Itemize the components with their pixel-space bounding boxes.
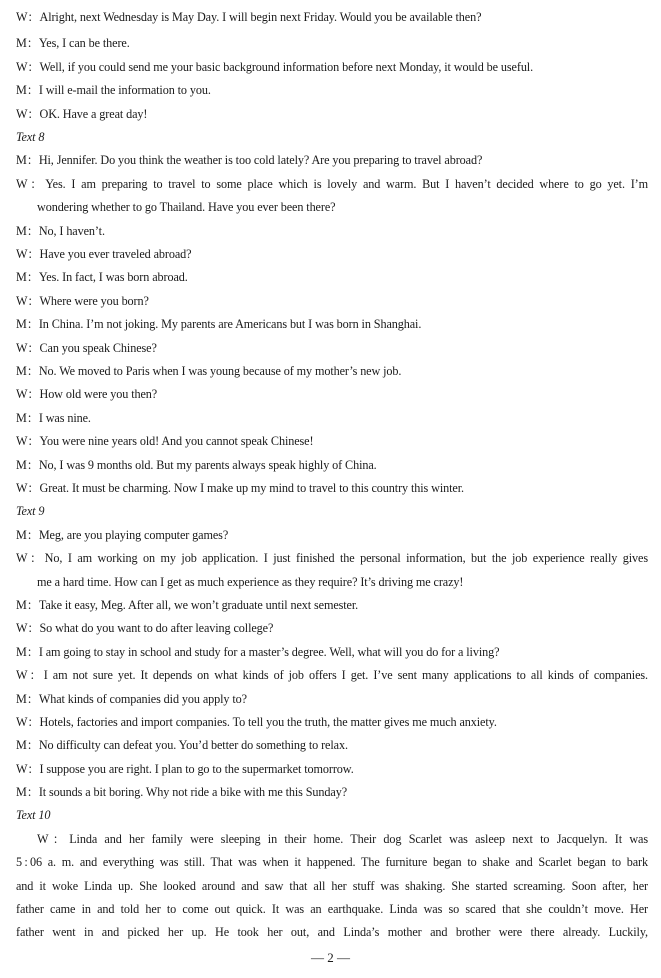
text-line: M：What kinds of companies did you apply to? bbox=[16, 692, 247, 706]
text-line: 5 : 06 a. m. and everything was still. That was when it happened. The furniture began to shake and Scarlet began to bark bbox=[16, 855, 648, 869]
section-heading: Text 8 bbox=[16, 130, 45, 144]
text-line: M：No, I haven’t. bbox=[16, 224, 105, 238]
text-line: M：No difficulty can defeat you. You’d better do something to relax. bbox=[16, 738, 348, 752]
text-line: M：Hi, Jennifer. Do you think the weather is too cold lately? Are you preparing to travel abroad? bbox=[16, 153, 483, 167]
text-line: father came in and told her to come out quick. It was an earthquake. Linda was so scared that she couldn’t move. Her bbox=[16, 902, 648, 916]
text-line: W：OK. Have a great day! bbox=[16, 107, 148, 121]
text-line: W：Great. It must be charming. Now I make up my mind to travel to this country this winter. bbox=[16, 481, 464, 495]
text-line: wondering whether to go Thailand. Have you ever been there? bbox=[37, 200, 336, 214]
text-line: W：Hotels, factories and import companies. To tell you the truth, the matter gives me much anxiety. bbox=[16, 715, 497, 729]
text-line: me a hard time. How can I get as much experience as they require? It’s driving me crazy! bbox=[37, 575, 464, 589]
text-line: M：Take it easy, Meg. After all, we won’t graduate until next semester. bbox=[16, 598, 359, 612]
text-line: W：Alright, next Wednesday is May Day. I will begin next Friday. Would you be available then? bbox=[16, 10, 482, 24]
text-line: W：I suppose you are right. I plan to go to the supermarket tomorrow. bbox=[16, 762, 354, 776]
text-line: W：Yes. I am preparing to travel to some place which is lovely and warm. But I haven’t decided where to go yet. I’m bbox=[16, 177, 648, 191]
text-line: M：No, I was 9 months old. But my parents always speak highly of China. bbox=[16, 458, 377, 472]
text-line: M：I am going to stay in school and study for a master’s degree. Well, what will you do for a living? bbox=[16, 645, 500, 659]
text-line: M：Yes, I can be there. bbox=[16, 36, 130, 50]
text-line: W：How old were you then? bbox=[16, 387, 158, 401]
text-line: W：Can you speak Chinese? bbox=[16, 341, 157, 355]
text-line: W：Where were you born? bbox=[16, 294, 149, 308]
text-line: M：I will e-mail the information to you. bbox=[16, 83, 211, 97]
text-line: W：Linda and her family were sleeping in their home. Their dog Scarlet was asleep next to Jacquelyn. It was bbox=[37, 832, 648, 846]
text-line: M：Meg, are you playing computer games? bbox=[16, 528, 229, 542]
text-line: W：Well, if you could send me your basic background information before next Monday, it would be useful. bbox=[16, 60, 534, 74]
text-line: M：No. We moved to Paris when I was young because of my mother’s new job. bbox=[16, 364, 402, 378]
text-line: father went in and picked her up. He took her out, and Linda’s mother and brother were there already. Luckily, bbox=[16, 925, 648, 939]
text-line: M：It sounds a bit boring. Why not ride a bike with me this Sunday? bbox=[16, 785, 348, 799]
text-line: and it woke Linda up. She looked around and saw that all her stuff was shaking. She started screaming. Soon after, her bbox=[16, 879, 648, 893]
text-line: W：No, I am working on my job application. I just finished the personal information, but the job experience really gives bbox=[16, 551, 648, 565]
text-line: W：Have you ever traveled abroad? bbox=[16, 247, 192, 261]
text-line: M：I was nine. bbox=[16, 411, 91, 425]
text-line: M：In China. I’m not joking. My parents are Americans but I was born in Shanghai. bbox=[16, 317, 422, 331]
text-line: M：Yes. In fact, I was born abroad. bbox=[16, 270, 188, 284]
text-line: W：So what do you want to do after leaving college? bbox=[16, 621, 274, 635]
section-heading: Text 10 bbox=[16, 808, 51, 822]
text-line: W：You were nine years old! And you cannot speak Chinese! bbox=[16, 434, 314, 448]
section-heading: Text 9 bbox=[16, 504, 45, 518]
text-line: W：I am not sure yet. It depends on what kinds of job offers I get. I’ve sent many applications to all kinds of companies. bbox=[16, 668, 648, 682]
page-number: — 2 — bbox=[311, 950, 350, 965]
